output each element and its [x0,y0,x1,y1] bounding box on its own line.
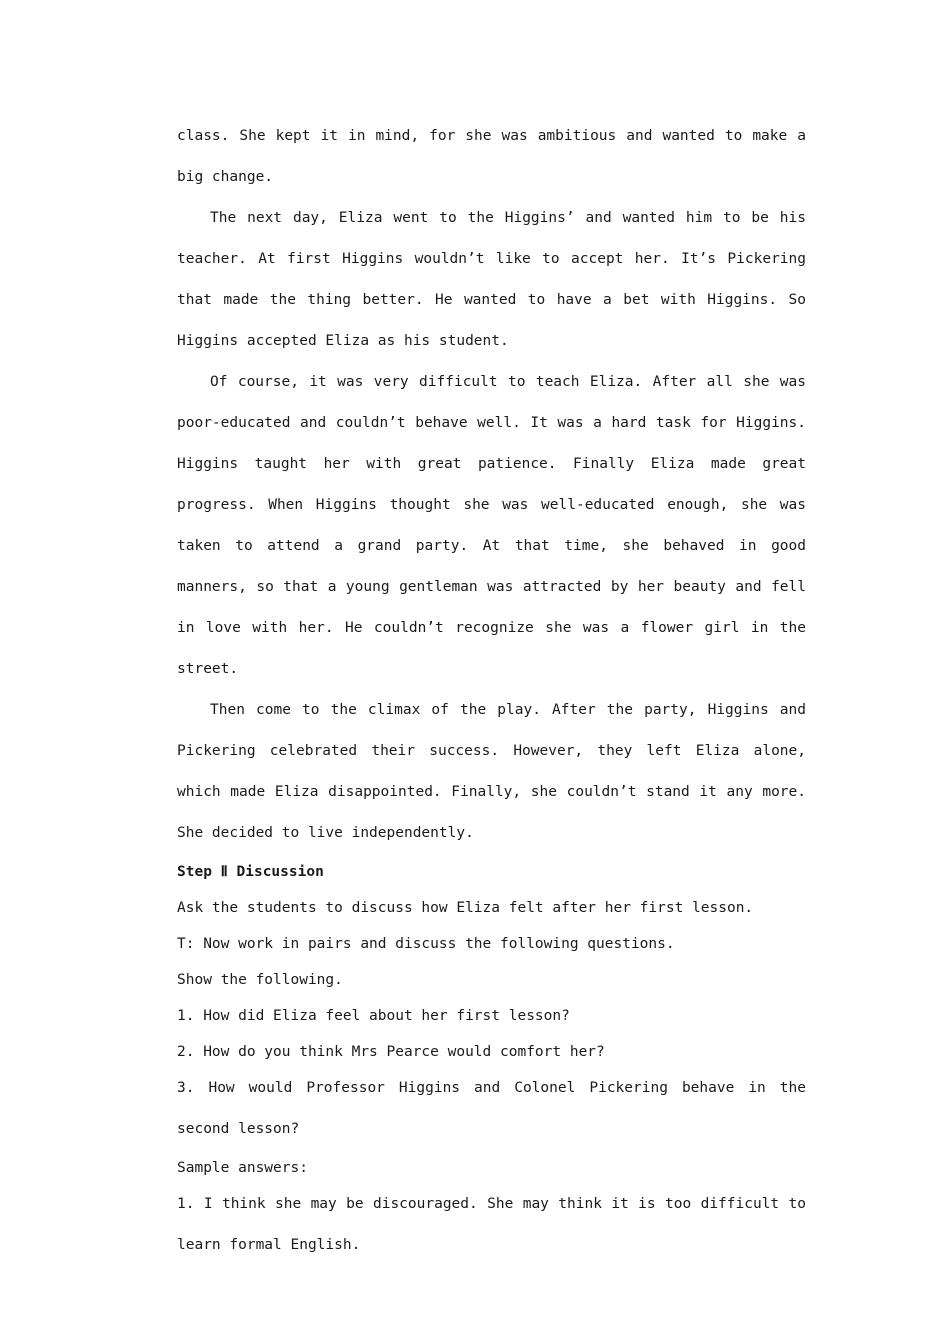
paragraph-continuation: class. She kept it in mind, for she was ambitious and wanted to make a big change. [177,128,806,185]
answer-item: 1. I think she may be discouraged. She may think it is too difficult to learn formal English. [177,1196,806,1253]
document-body [177,116,806,1266]
paragraph-of-course: Of course, it was very difficult to teach Eliza. After all she was poor-educated and couldn’t behave well. It was a hard task for Higgins. Higgins taught her with great patience. Finally Eliza made great progress. When Higgins thought she was well-educated enough, she was taken to attend a grand party. At that time, she behaved in good manners, so that a young gentleman was attracted by her beauty and fell in love with her. He couldn’t recognize she was a flower girl in the street. [177,374,806,677]
paragraph-climax: Then come to the climax of the play. After the party, Higgins and Pickering celebrated their success. However, they left Eliza alone, which made Eliza disappointed. Finally, she couldn’t stand it any more. She decided to live independently. [177,702,806,841]
show-following: Show the following. [177,972,343,988]
discussion-intro: Ask the students to discuss how Eliza felt after her first lesson. [177,900,754,916]
question-item: 2. How do you think Mrs Pearce would comfort her? [177,1044,605,1060]
question-item: 1. How did Eliza feel about her first lesson? [177,1008,570,1024]
paragraph-next-day: The next day, Eliza went to the Higgins’ and wanted him to be his teacher. At first Higgins wouldn’t like to accept her. It’s Pickering that made the thing better. He wanted to have a bet with Higgins. So Higgins accepted Eliza as his student. [177,210,806,349]
teacher-prompt: T: Now work in pairs and discuss the following questions. [177,936,675,952]
question-item: 3. How would Professor Higgins and Colonel Pickering behave in the second lesson? [177,1080,806,1137]
step-heading: Step Ⅱ Discussion [177,864,324,880]
sample-answers-label: Sample answers: [177,1160,308,1176]
